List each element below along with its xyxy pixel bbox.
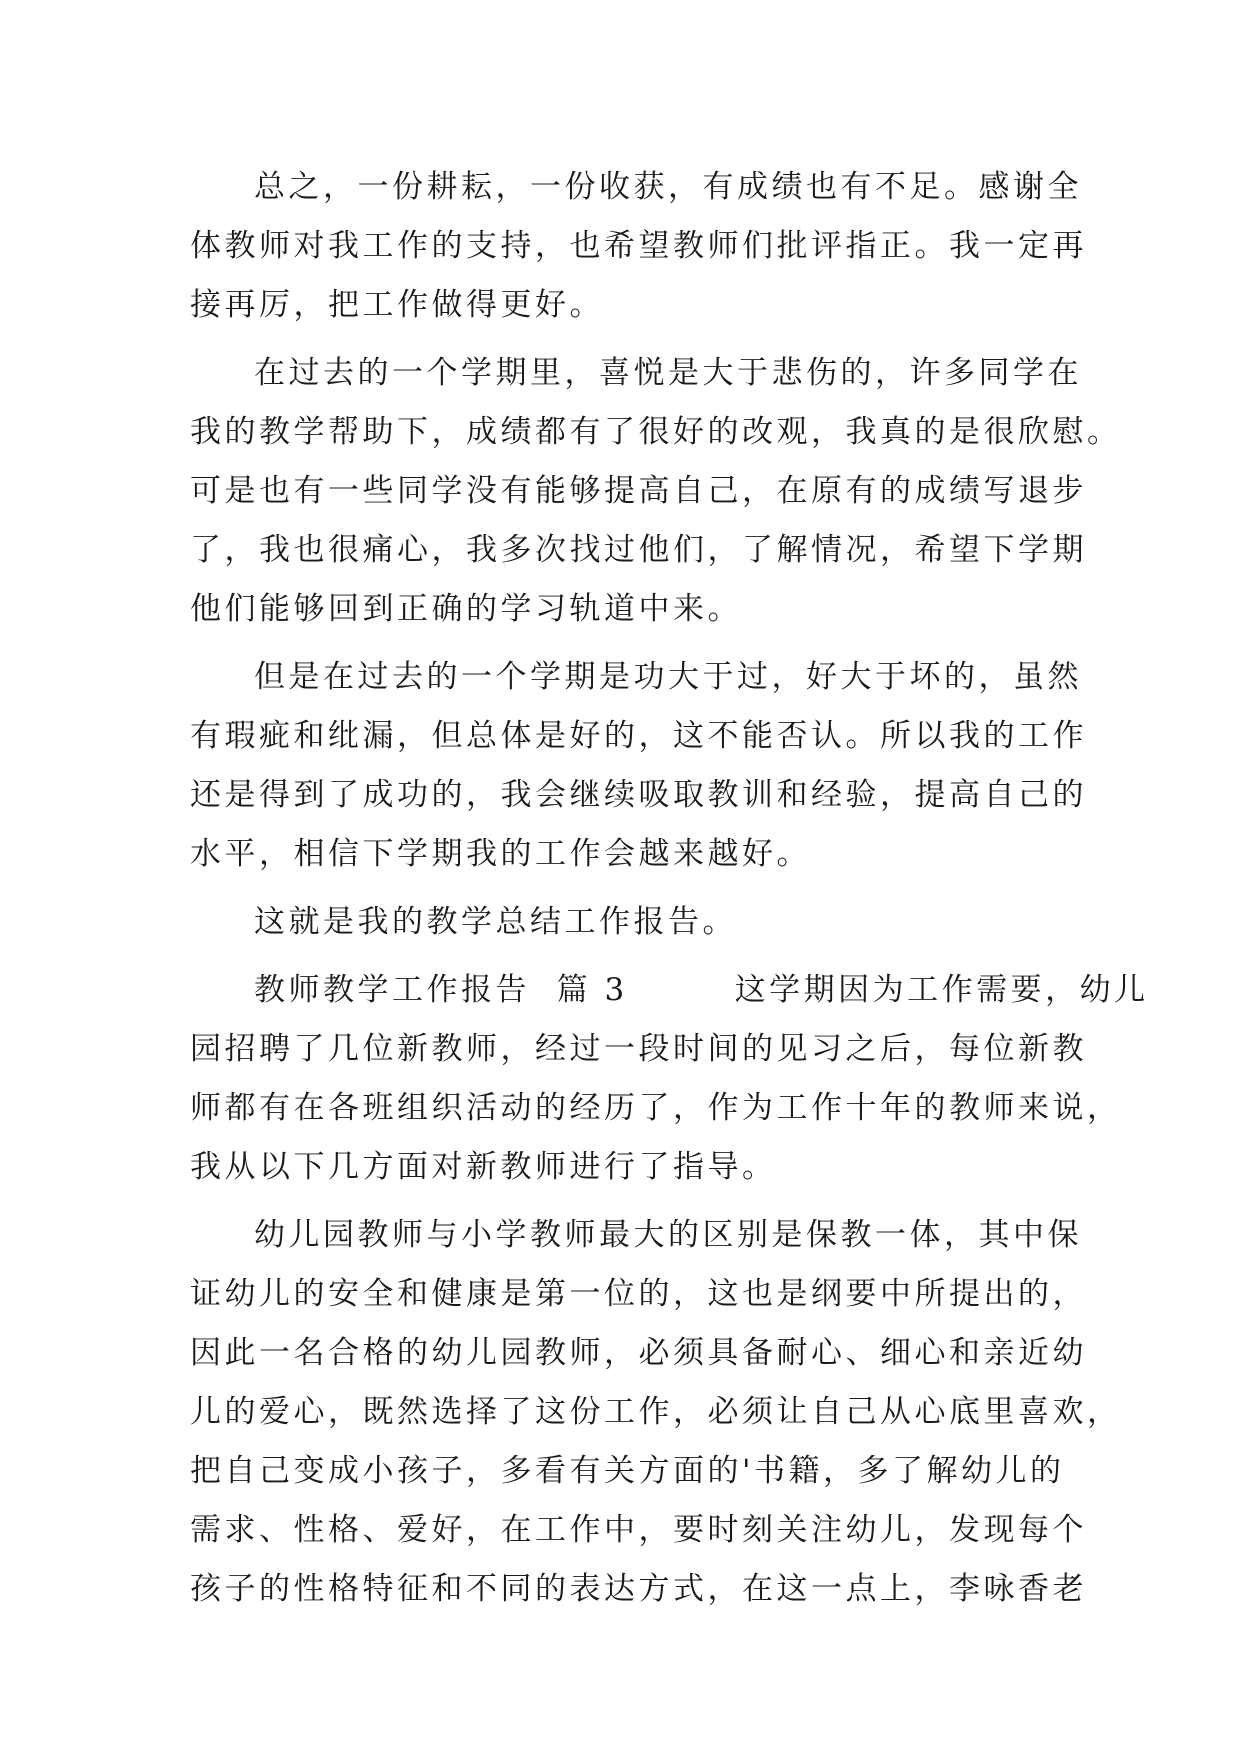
paragraph — [190, 961, 1149, 1197]
paragraph — [190, 648, 1087, 884]
text-line: 他们能够回到正确的学习轨道中来。 — [190, 591, 742, 627]
text-line: 但是在过去的一个学期是功大于过，好大于坏的，虽然 — [254, 659, 1082, 695]
text-line: 儿的爱心，既然选择了这份工作，必须让自己从心底里喜欢， — [190, 1394, 1122, 1430]
paragraph — [190, 344, 1122, 639]
text-line: 可是也有一些同学没有能够提高自己，在原有的成绩写退步 — [190, 473, 1087, 509]
text-line: 需求、性格、爱好，在工作中，要时刻关注幼儿，发现每个 — [190, 1512, 1087, 1548]
text-line: 了，我也很痛心，我多次找过他们，了解情况，希望下学期 — [190, 532, 1087, 568]
paragraph — [190, 1206, 1122, 1619]
text-line: 孩子的性格特征和不同的表达方式，在这一点上，李咏香老 — [190, 1571, 1087, 1607]
text-line: 这就是我的教学总结工作报告。 — [254, 904, 737, 940]
paragraph — [190, 158, 1087, 335]
text-line: 园招聘了几位新教师，经过一段时间的见习之后，每位新教 — [190, 1031, 1087, 1067]
text-line: 师都有在各班组织活动的经历了，作为工作十年的教师来说， — [190, 1090, 1122, 1126]
text-line: 证幼儿的安全和健康是第一位的，这也是纲要中所提出的， — [190, 1276, 1087, 1312]
paragraph — [190, 893, 1050, 952]
text-line: 接再厉，把工作做得更好。 — [190, 287, 604, 323]
text-line: 幼儿园教师与小学教师最大的区别是保教一体，其中保 — [254, 1217, 1082, 1253]
text-line: 体教师对我工作的支持，也希望教师们批评指正。我一定再 — [190, 228, 1087, 264]
text-line: 水平，相信下学期我的工作会越来越好。 — [190, 836, 811, 872]
text-line: 我从以下几方面对新教师进行了指导。 — [190, 1149, 777, 1185]
text-line: 因此一名合格的幼儿园教师，必须具备耐心、细心和亲近幼 — [190, 1335, 1087, 1371]
text-line: 有瑕疵和纰漏，但总体是好的，这不能否认。所以我的工作 — [190, 718, 1087, 754]
text-line: 教师教学工作报告 篇 3 这学期因为工作需要，幼儿 — [254, 972, 1149, 1008]
text-line: 还是得到了成功的，我会继续吸取教训和经验，提高自己的 — [190, 777, 1087, 813]
text-line: 在过去的一个学期里，喜悦是大于悲伤的，许多同学在 — [254, 355, 1082, 391]
document-body — [190, 158, 1149, 1619]
text-line: 我的教学帮助下，成绩都有了很好的改观，我真的是很欣慰。 — [190, 414, 1122, 450]
text-line: 总之，一份耕耘，一份收获，有成绩也有不足。感谢全 — [254, 169, 1082, 205]
text-line: 把自己变成小孩子，多看有关方面的'书籍，多了解幼儿的 — [190, 1453, 1065, 1489]
